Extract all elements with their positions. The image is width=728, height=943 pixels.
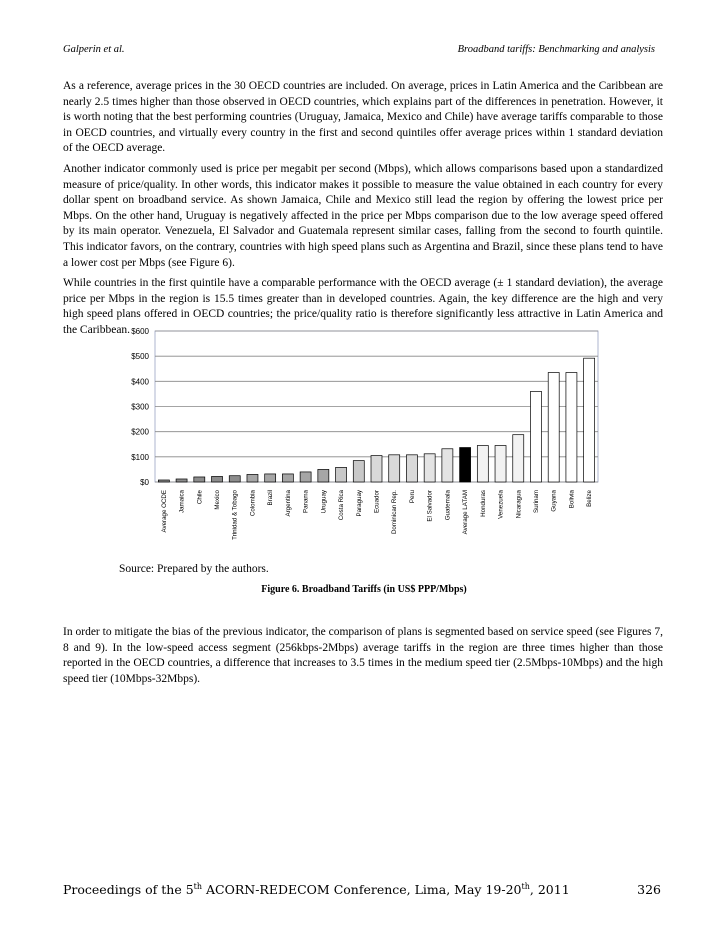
figure-caption: Figure 6. Broadband Tariffs (in US$ PPP/Mbps) (261, 584, 467, 595)
y-tick-label: $0 (140, 478, 149, 487)
figure-source: Source: Prepared by the authors. (119, 563, 269, 575)
x-tick-label: Average LATAM (462, 490, 470, 535)
chart-bars (158, 358, 594, 482)
bar-venezuela (495, 446, 506, 482)
x-tick-label: Ecuador (373, 490, 381, 514)
running-header-title: Broadband tariffs: Benchmarking and analysis (457, 44, 655, 55)
bar-paraguay (353, 461, 364, 482)
paragraph: As a reference, average prices in the 30 OECD countries are included. On average, prices in Latin America and the Caribbean are nearly 2.5 times higher than those observed in OECD countries, which explains part of the differences in penetration. However, it is worth noting that the best performing countries (Uruguay, Jamaica, Mexico and Chile) have average tariffs comparable to those in OECD countries, and virtually every country in the first and second quintiles offer average prices within 1 standard deviation of the OECD average. (63, 80, 663, 155)
bar-peru (406, 455, 417, 482)
x-tick-label: Bolivia (568, 490, 576, 509)
x-tick-label: El Salvador (426, 490, 434, 522)
bar-ecuador (371, 456, 382, 482)
x-tick-label: Guyana (550, 490, 558, 512)
x-tick-label: Paraguay (355, 490, 363, 517)
running-header-authors: Galperin et al. (63, 44, 125, 55)
x-axis-tick-labels (161, 489, 593, 540)
bar-honduras (477, 446, 488, 482)
bar-guyana (548, 373, 559, 482)
x-tick-label: Chile (196, 490, 204, 505)
y-tick-label: $600 (131, 327, 149, 336)
y-tick-label: $100 (131, 452, 149, 462)
page-footer (63, 882, 661, 897)
x-tick-label: Nicaragua (515, 490, 523, 519)
x-tick-label: Surinam (532, 490, 540, 514)
x-tick-label: Average OCDE (160, 490, 168, 533)
x-tick-label: Jamaica (178, 490, 186, 514)
x-tick-label: Argentina (284, 490, 292, 517)
paragraph: While countries in the first quintile have a comparable performance with the OECD average (± 1 standard deviation), the average price per Mbps in the region is 15.5 times greater than in developed countries. Again, the key difference are the high and very high speed plans offered in OECD countries; the price/quality ratio is therefore significantly less attractive in Latin America and the Caribbean. (63, 277, 663, 336)
bar-uruguay (318, 469, 329, 482)
bar-costa-rica (336, 467, 347, 482)
bar-colombia (247, 474, 258, 482)
bar-chile (194, 477, 205, 482)
x-tick-label: Peru (408, 490, 416, 504)
y-tick-label: $200 (131, 427, 149, 437)
x-tick-label: Dominican Rep. (391, 490, 399, 535)
bar-surinam (530, 391, 541, 482)
bar-el-salvador (424, 454, 435, 482)
x-tick-label: Brazil (267, 490, 275, 506)
conference-citation: Proceedings of the 5th ACORN-REDECOM Conference, Lima, May 19-20th, 2011 (63, 882, 570, 898)
bar-mexico (212, 476, 223, 482)
bar-brazil (265, 474, 276, 482)
x-tick-label: Costa Rica (338, 490, 346, 521)
x-tick-label: Panama (302, 490, 310, 514)
body-text-top (63, 79, 663, 344)
x-tick-label: Uruguay (320, 490, 328, 514)
broadband-tariffs-chart (100, 326, 610, 556)
x-tick-label: Trinidad & Tobago (231, 490, 239, 540)
bar-nicaragua (513, 435, 524, 482)
y-tick-label: $400 (131, 377, 149, 387)
x-tick-label: Colombia (249, 490, 257, 517)
bar-panama (300, 472, 311, 482)
bar-bolivia (566, 373, 577, 482)
x-tick-label: Guatemala (444, 490, 452, 521)
bar-guatemala (442, 449, 453, 482)
y-tick-label: $500 (131, 352, 149, 362)
bar-trinidad-tobago (229, 476, 240, 482)
x-tick-label: Honduras (479, 490, 487, 517)
x-tick-label: Venezuela (497, 490, 505, 519)
body-text-bottom (63, 625, 663, 692)
page-number: 326 (637, 882, 661, 897)
bar-average-latam (460, 448, 471, 482)
bar-argentina (282, 474, 293, 482)
y-axis-tick-labels (131, 327, 149, 487)
bar-average-ocde (158, 480, 169, 482)
bar-dominican-rep- (389, 455, 400, 482)
paragraph: Another indicator commonly used is price per megabit per second (Mbps), which allows comparisons based upon a standardized measure of price/quality. In other words, this indicator makes it possible to measure the value obtained in each country for every dollar spent on broadband service. As shown Jamaica, Chile and Mexico still lead the region by offering the lowest price per Mbps. On the other hand, Uruguay is negatively affected in the price per Mbps comparison due to the low average speed offered by its main operator. Venezuela, El Salvador and Guatemala represent similar cases, falling from the second to fourth quintile. This indicator favors, on the contrary, countries with high speed plans such as Argentina and Brazil, since these plans tend to have a lower cost per Mbps (see Figure 6). (63, 162, 663, 269)
bar-belize (584, 358, 595, 482)
paragraph: In order to mitigate the bias of the previous indicator, the comparison of plans is segmented based on service speed (see Figures 7, 8 and 9). In the low-speed access segment (256kbps-2Mbps) average tariffs in the region are three times higher than those reported in the OECD countries, a difference that increases to 3.5 times in the medium speed tier (2.5Mbps-10Mbps) and the high speed tier (10Mbps-32Mbps). (63, 626, 663, 685)
bar-jamaica (176, 479, 187, 482)
x-tick-label: Mexico (214, 490, 222, 510)
y-tick-label: $300 (131, 402, 149, 412)
x-tick-label: Belize (586, 490, 594, 507)
